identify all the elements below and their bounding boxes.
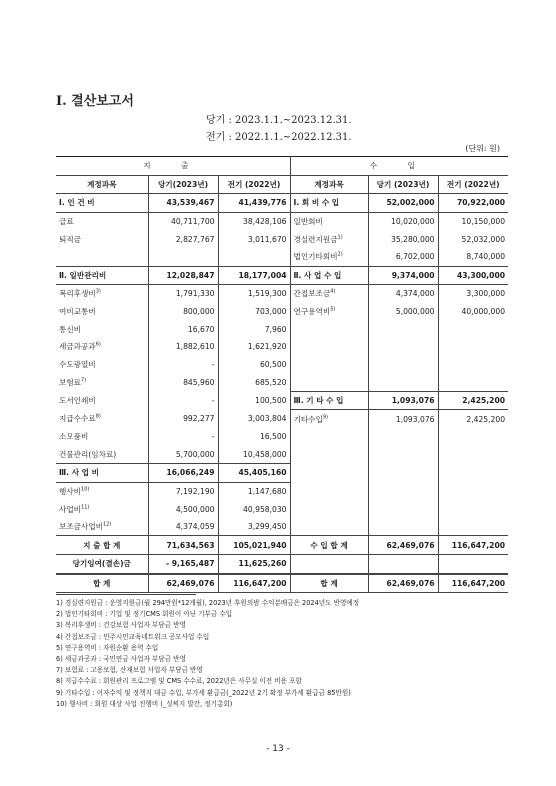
column-header: 당기 (2023년)	[368, 175, 438, 194]
empty-cell	[368, 555, 438, 574]
expense-current: 800,000	[148, 303, 218, 321]
expense-current: -	[148, 428, 218, 446]
expense-account: 행사비$^{10)}$	[56, 482, 148, 500]
expense-previous: 45,405,160	[218, 464, 290, 483]
footnote: 9) 기타수입 : 이자수익 및 정책지 대금 수입, 부가세 환급금(_2022년 2기 확정 부가세 환급금 85만원)	[56, 688, 351, 697]
income-previous: 52,032,000	[438, 230, 508, 248]
income-previous: 10,150,000	[438, 212, 508, 230]
expense-current: 4,500,000	[148, 500, 218, 518]
income-previous: 43,300,000	[438, 266, 508, 285]
expense-account: Ⅱ. 일반관리비	[56, 266, 148, 285]
income-group-header: 수 입	[290, 157, 508, 176]
income-previous: 2,425,200	[438, 391, 508, 410]
income-current	[368, 446, 438, 464]
table-row	[56, 373, 508, 391]
income-previous: 8,740,000	[438, 248, 508, 266]
expense-current: 5,700,000	[148, 446, 218, 464]
report-title: Ⅰ. 결산보고서	[56, 94, 134, 109]
income-current: 9,374,000	[368, 266, 438, 285]
table-row	[56, 482, 508, 500]
income-previous	[438, 320, 508, 338]
surplus-row	[56, 555, 508, 574]
expense-current: 1,791,330	[148, 285, 218, 303]
expense-previous: 18,177,004	[218, 266, 290, 285]
income-current	[368, 518, 438, 536]
expense-group-header: 지 출	[56, 157, 290, 176]
income-account	[290, 356, 368, 374]
unit-label: (단위: 원)	[465, 144, 500, 153]
income-account	[290, 518, 368, 536]
income-previous	[438, 464, 508, 483]
empty-cell	[290, 555, 368, 574]
expense-previous: 100,500	[218, 391, 290, 410]
footnote: 6) 세금과공과 : 국민연금 사업자 부담금 반영	[56, 655, 186, 664]
income-current: 35,280,000	[368, 230, 438, 248]
expense-account: 보조금사업비$^{12)}$	[56, 518, 148, 536]
group-header-row	[56, 157, 508, 176]
column-header: 전기 (2022년)	[438, 175, 508, 194]
income-account: 일반회비	[290, 212, 368, 230]
surplus-label: 당기잉여(결손)금	[56, 555, 148, 574]
settlement-table	[56, 156, 508, 593]
grand-total-left-label: 합 계	[56, 574, 148, 593]
expense-account: Ⅰ. 인 건 비	[56, 194, 148, 213]
footnote: 5) 연구용역비 : 자원순환 용역 수입	[56, 643, 159, 652]
expense-previous: 60,500	[218, 356, 290, 374]
table-row	[56, 356, 508, 374]
footnote: 10) 행사비 : 회원 대상 사업 진행비 (_성찌지 발간, 정기총회)	[56, 699, 233, 708]
expense-account: Ⅲ. 사 업 비	[56, 464, 148, 483]
income-current	[368, 373, 438, 391]
expense-current: 4,374,059	[148, 518, 218, 536]
expense-current: 845,960	[148, 373, 218, 391]
income-current	[368, 356, 438, 374]
grand-total-right-previous: 116,647,200	[438, 574, 508, 593]
column-header: 당기(2023년)	[148, 175, 218, 194]
expense-current: 40,711,700	[148, 212, 218, 230]
income-account	[290, 320, 368, 338]
expense-previous: 1,621,920	[218, 338, 290, 356]
footnotes	[56, 598, 359, 710]
expense-account: 세금과공과$^{6)}$	[56, 338, 148, 356]
grand-total-left-current: 62,469,076	[148, 574, 218, 593]
expense-current: -	[148, 356, 218, 374]
surplus-previous: 11,625,260	[218, 555, 290, 574]
income-account: 경실련지원금$^{1)}$	[290, 230, 368, 248]
income-previous	[438, 518, 508, 536]
expense-previous: 1,147,680	[218, 482, 290, 500]
expense-current: 16,066,249	[148, 464, 218, 483]
expense-previous: 3,299,450	[218, 518, 290, 536]
expense-current	[148, 248, 218, 266]
income-account	[290, 446, 368, 464]
table-row	[56, 212, 508, 230]
income-total-current: 62,469,076	[368, 536, 438, 555]
income-previous: 40,000,000	[438, 303, 508, 321]
period-current: 당기 : 2023.1.1.~2023.12.31.	[206, 115, 352, 126]
table-row	[56, 266, 508, 285]
income-current	[368, 464, 438, 483]
table-row	[56, 500, 508, 518]
income-previous: 3,300,000	[438, 285, 508, 303]
table-row	[56, 464, 508, 483]
income-previous	[438, 428, 508, 446]
income-previous	[438, 482, 508, 500]
expense-previous: 16,500	[218, 428, 290, 446]
income-current	[368, 500, 438, 518]
expense-account: 급료	[56, 212, 148, 230]
income-previous: 2,425,200	[438, 410, 508, 428]
expense-total-current: 71,634,563	[148, 536, 218, 555]
footnote: 7) 보험료 : 고용보험, 산재보험 사업자 부담금 반영	[56, 666, 203, 675]
expense-previous: 41,439,776	[218, 194, 290, 213]
total-row	[56, 536, 508, 555]
expense-account: 복리후생비$^{3)}$	[56, 285, 148, 303]
expense-account: 지급수수료$^{8)}$	[56, 410, 148, 428]
table-row	[56, 410, 508, 428]
income-total-previous: 116,647,200	[438, 536, 508, 555]
period-previous: 전기 : 2022.1.1.~2022.12.31.	[206, 132, 352, 143]
table-row	[56, 194, 508, 213]
income-current: 4,374,000	[368, 285, 438, 303]
income-current	[368, 428, 438, 446]
table-row	[56, 320, 508, 338]
expense-total-previous: 105,021,940	[218, 536, 290, 555]
surplus-current: - 9,165,487	[148, 555, 218, 574]
income-account: 연구용역비$^{5)}$	[290, 303, 368, 321]
empty-cell	[438, 555, 508, 574]
income-account: 기타수입$^{9)}$	[290, 410, 368, 428]
footnote: 4) 간접보조금 : 민주시민교육네트워크 공모사업 수입	[56, 632, 210, 641]
table-row	[56, 518, 508, 536]
income-account: 간접보조금$^{4)}$	[290, 285, 368, 303]
income-previous	[438, 500, 508, 518]
column-header: 계정과목	[290, 175, 368, 194]
income-current: 1,093,076	[368, 391, 438, 410]
table-row	[56, 285, 508, 303]
expense-account: 퇴직금	[56, 230, 148, 248]
footnote: 2) 법인기타회비 : 기업 및 정기CMS 회원이 아닌 기부금 수입	[56, 610, 233, 619]
table-row	[56, 303, 508, 321]
grand-total-right-current: 62,469,076	[368, 574, 438, 593]
income-current: 52,002,000	[368, 194, 438, 213]
income-account: Ⅰ. 회 비 수 입	[290, 194, 368, 213]
income-previous	[438, 356, 508, 374]
income-current	[368, 320, 438, 338]
expense-total-label: 지 출 합 계	[56, 536, 148, 555]
expense-account: 수도광열비	[56, 356, 148, 374]
expense-previous	[218, 248, 290, 266]
expense-account: 통신비	[56, 320, 148, 338]
expense-current: 12,028,847	[148, 266, 218, 285]
expense-previous: 7,960	[218, 320, 290, 338]
table-row	[56, 248, 508, 266]
income-previous	[438, 338, 508, 356]
income-account: 법인기타회비$^{2)}$	[290, 248, 368, 266]
income-current: 6,702,000	[368, 248, 438, 266]
expense-previous: 40,958,030	[218, 500, 290, 518]
income-current	[368, 338, 438, 356]
income-current	[368, 482, 438, 500]
expense-previous: 685,520	[218, 373, 290, 391]
expense-account: 여비교통비	[56, 303, 148, 321]
income-current: 1,093,076	[368, 410, 438, 428]
expense-previous: 3,003,804	[218, 410, 290, 428]
income-current: 5,000,000	[368, 303, 438, 321]
income-current: 10,020,000	[368, 212, 438, 230]
table-row	[56, 391, 508, 410]
expense-previous: 1,519,300	[218, 285, 290, 303]
expense-current: 2,827,767	[148, 230, 218, 248]
column-header: 계정과목	[56, 175, 148, 194]
footnote: 8) 지급수수료 : 회원관리 프로그램 및 CMS 수수료, 2022년은 사무실 이전 비용 포함	[56, 677, 302, 686]
table-row	[56, 230, 508, 248]
income-previous	[438, 373, 508, 391]
column-header-row	[56, 175, 508, 194]
expense-account: 건물관리(임차료)	[56, 446, 148, 464]
expense-current: 1,882,610	[148, 338, 218, 356]
expense-current: 43,539,467	[148, 194, 218, 213]
expense-current: 7,192,190	[148, 482, 218, 500]
expense-account: 사업비$^{11)}$	[56, 500, 148, 518]
expense-account: 소모품비	[56, 428, 148, 446]
expense-account	[56, 248, 148, 266]
expense-current: -	[148, 391, 218, 410]
income-total-label: 수 입 합 계	[290, 536, 368, 555]
footnote: 1) 경실련지원금 : 운영지원금(월 294만원*12개월), 2023년 후원의밤 수익분배금은 2024년도 반영예정	[56, 599, 360, 607]
grand-total-right-label: 합 계	[290, 574, 368, 593]
grand-total-left-previous: 116,647,200	[218, 574, 290, 593]
table-row	[56, 446, 508, 464]
expense-current: 992,277	[148, 410, 218, 428]
table-row	[56, 338, 508, 356]
table-row	[56, 428, 508, 446]
income-account	[290, 500, 368, 518]
income-account	[290, 373, 368, 391]
expense-previous: 703,000	[218, 303, 290, 321]
income-account	[290, 428, 368, 446]
expense-account: 보험료$^{7)}$	[56, 373, 148, 391]
income-account	[290, 338, 368, 356]
footnote: 3) 복리후생비 : 건강보험 사업자 부담금 반영	[56, 621, 186, 630]
expense-account: 도서인쇄비	[56, 391, 148, 410]
expense-previous: 3,011,670	[218, 230, 290, 248]
footnote-divider	[56, 594, 196, 595]
expense-previous: 10,458,000	[218, 446, 290, 464]
income-previous	[438, 446, 508, 464]
expense-previous: 38,428,106	[218, 212, 290, 230]
grand-total-row	[56, 574, 508, 593]
income-account	[290, 464, 368, 483]
page-number: - 13 -	[266, 744, 290, 754]
income-previous: 70,922,000	[438, 194, 508, 213]
income-account: Ⅱ. 사 업 수 입	[290, 266, 368, 285]
expense-current: 16,670	[148, 320, 218, 338]
income-account: Ⅲ. 기 타 수 입	[290, 391, 368, 410]
income-account	[290, 482, 368, 500]
column-header: 전기 (2022년)	[218, 175, 290, 194]
